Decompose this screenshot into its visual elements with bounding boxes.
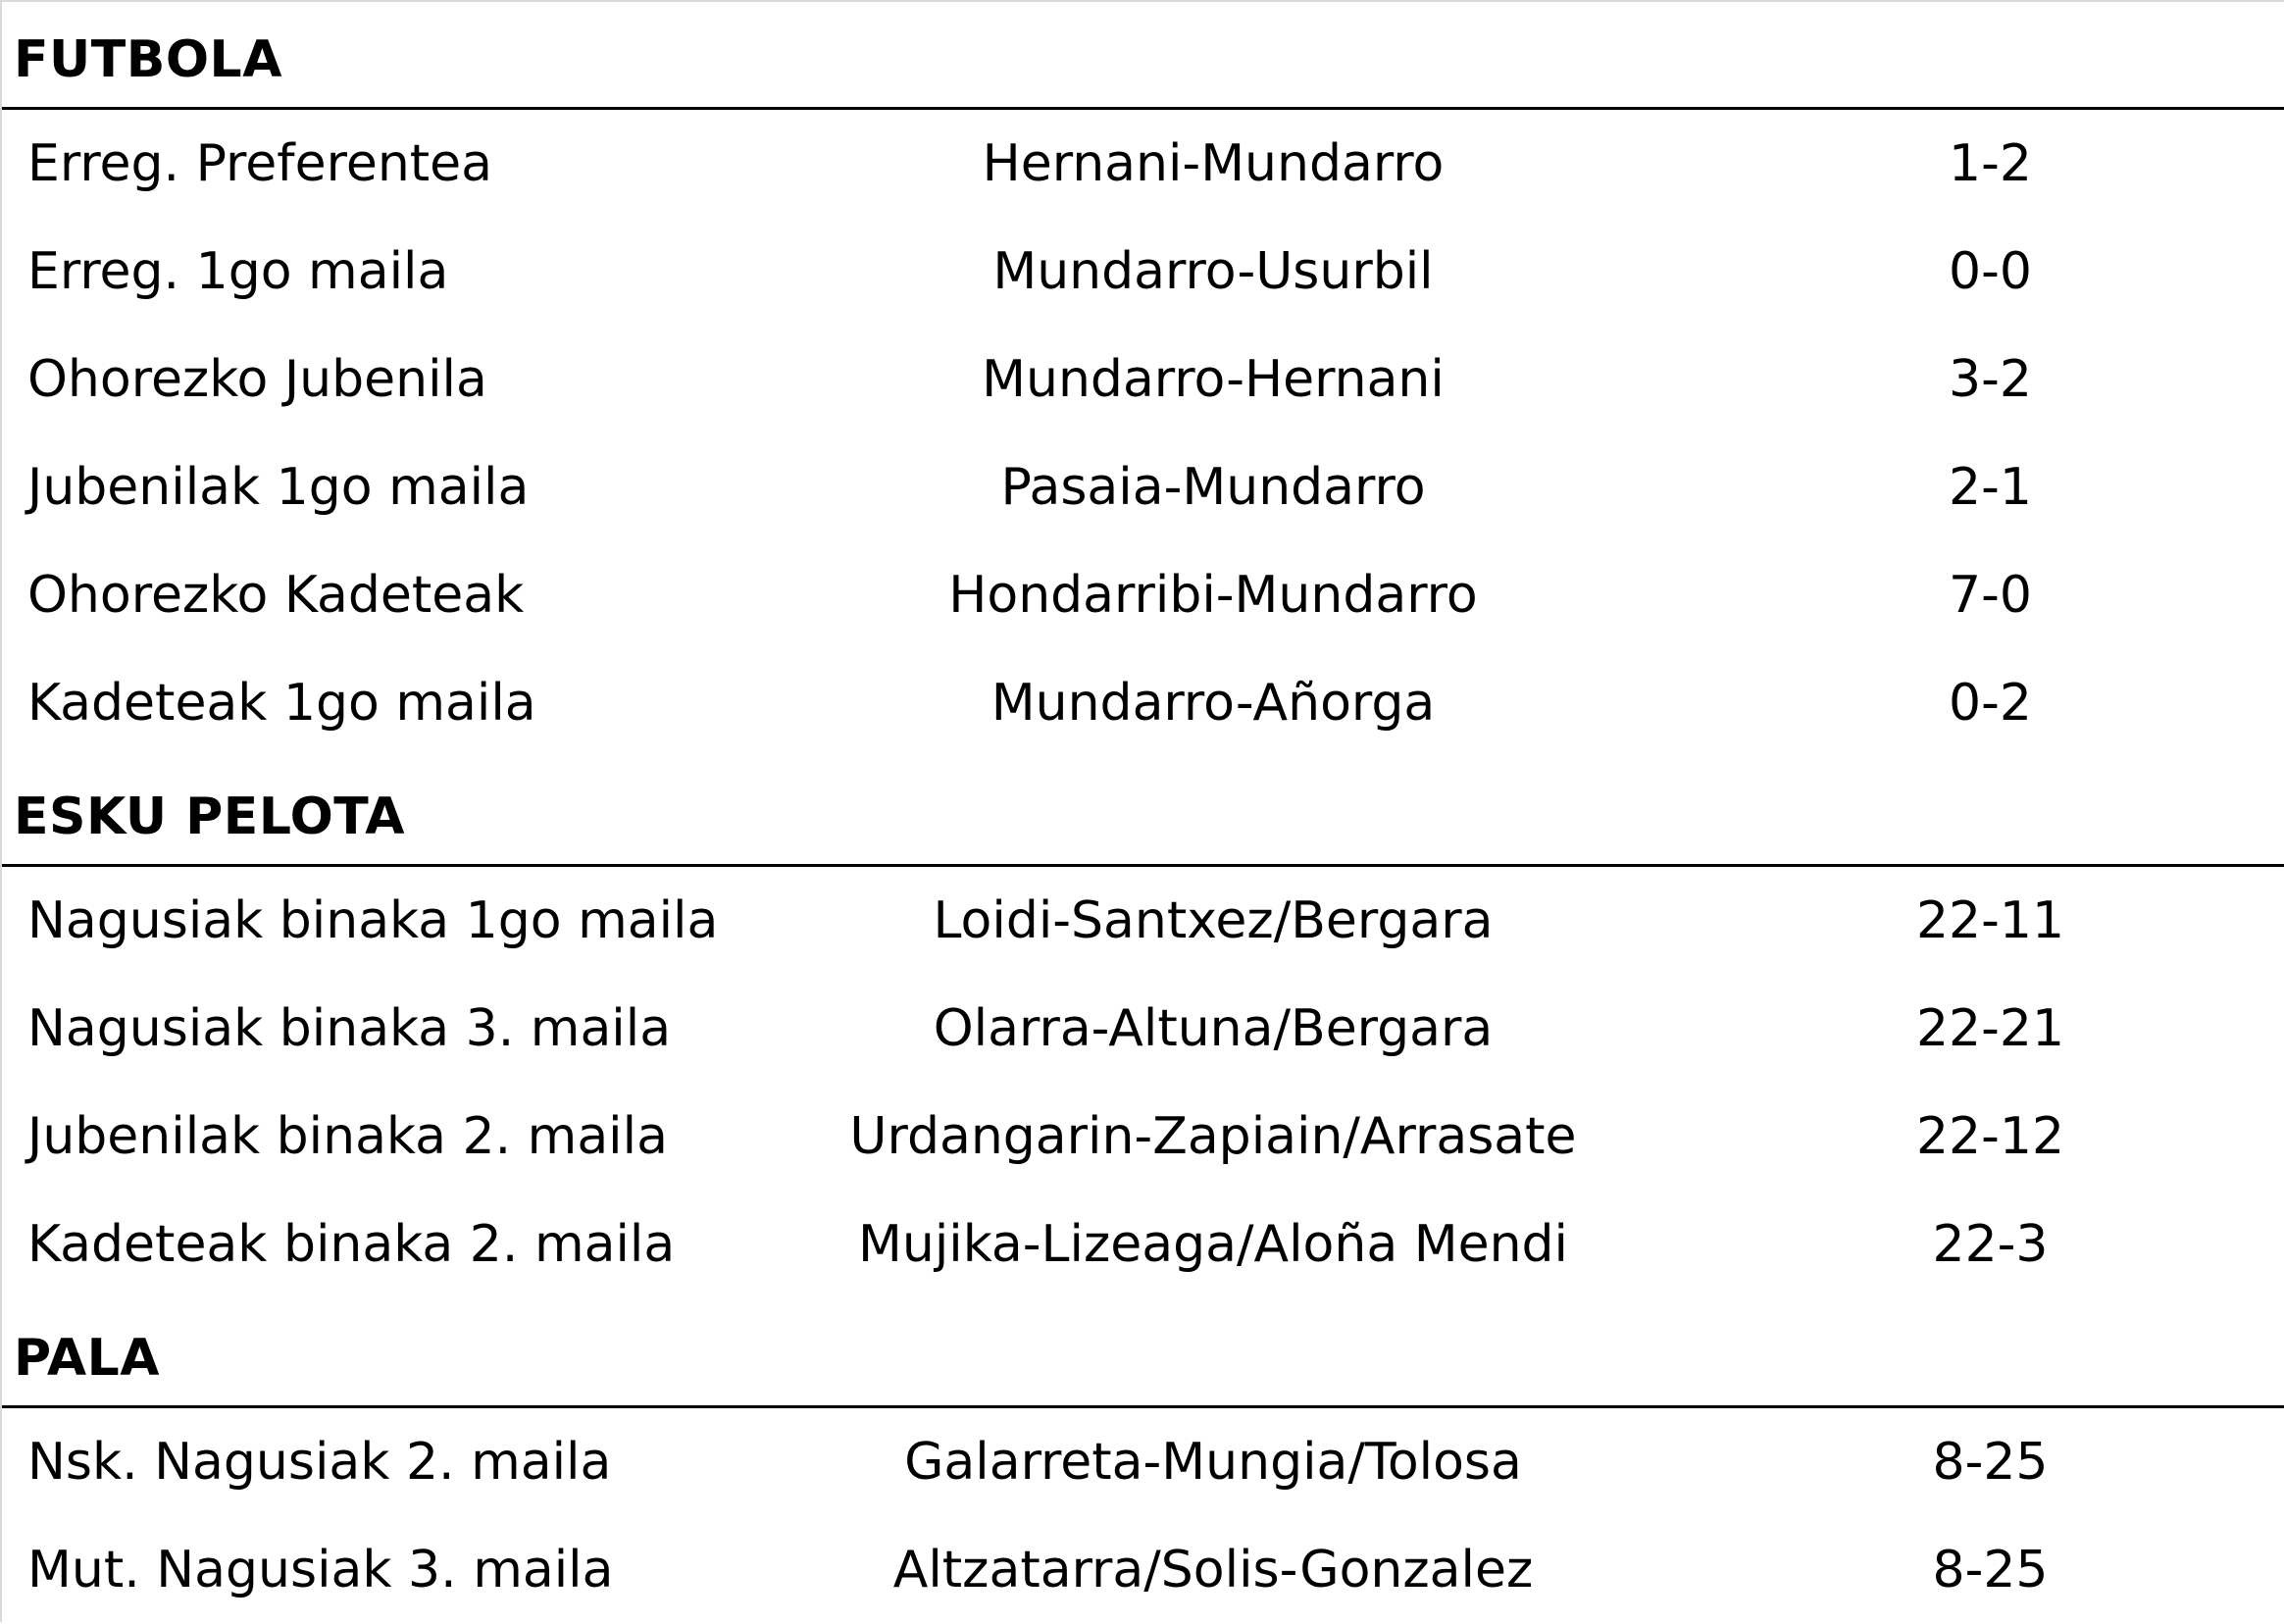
- section-header-futbola: [2, 2, 2284, 110]
- section-title: FUTBOLA: [14, 30, 282, 89]
- match-cell: Galarreta-Mungia/Tolosa: [904, 1433, 1522, 1492]
- category-cell: Ohorezko Kadeteak: [27, 566, 525, 625]
- category-cell: Erreg. 1go maila: [27, 242, 449, 301]
- match-cell: Altzatarra/Solis-Gonzalez: [892, 1541, 1534, 1599]
- score-cell: 8-25: [1932, 1433, 2049, 1492]
- score-cell: 22-21: [1915, 999, 2065, 1058]
- section-title: PALA: [14, 1329, 160, 1388]
- match-cell: Hernani-Mundarro: [982, 134, 1445, 193]
- category-cell: Nagusiak binaka 1go maila: [27, 891, 719, 950]
- score-cell: 1-2: [1949, 134, 2032, 193]
- category-cell: Jubenilak binaka 2. maila: [27, 1107, 668, 1166]
- match-cell: Olarra-Altuna/Bergara: [933, 999, 1494, 1058]
- score-cell: 7-0: [1949, 566, 2032, 625]
- score-cell: 0-2: [1949, 674, 2032, 733]
- table-row: [2, 1516, 2284, 1624]
- table-row: [2, 1083, 2284, 1191]
- category-cell: Nsk. Nagusiak 2. maila: [27, 1433, 612, 1492]
- table-row: [2, 1191, 2284, 1298]
- score-cell: 22-12: [1915, 1107, 2065, 1166]
- category-cell: Kadeteak 1go maila: [27, 674, 536, 733]
- table-row: [2, 326, 2284, 433]
- table-row: [2, 649, 2284, 757]
- match-cell: Mundarro-Añorga: [990, 674, 1436, 733]
- table-row: [2, 1408, 2284, 1516]
- category-cell: Ohorezko Jubenila: [27, 350, 487, 409]
- match-cell: Mundarro-Hernani: [982, 350, 1445, 409]
- category-cell: Jubenilak 1go maila: [27, 458, 530, 517]
- score-cell: 22-3: [1932, 1215, 2049, 1274]
- category-cell: Erreg. Preferentea: [27, 134, 493, 193]
- table-row: [2, 867, 2284, 975]
- table-row: [2, 218, 2284, 326]
- category-cell: Mut. Nagusiak 3. maila: [27, 1541, 614, 1599]
- match-cell: Mujika-Lizeaga/Aloña Mendi: [858, 1215, 1568, 1274]
- match-cell: Mundarro-Usurbil: [992, 242, 1434, 301]
- match-cell: Loidi-Santxez/Bergara: [933, 891, 1494, 950]
- table-row: [2, 433, 2284, 541]
- score-cell: 2-1: [1949, 458, 2032, 517]
- section-title: ESKU PELOTA: [14, 787, 405, 846]
- table-row: [2, 541, 2284, 649]
- score-cell: 3-2: [1949, 350, 2032, 409]
- match-cell: Urdangarin-Zapiain/Arrasate: [849, 1107, 1577, 1166]
- section-header-pala: [2, 1300, 2284, 1408]
- match-cell: Pasaia-Mundarro: [1000, 458, 1426, 517]
- table-row: [2, 110, 2284, 218]
- section-header-esku-pelota: [2, 759, 2284, 867]
- category-cell: Kadeteak binaka 2. maila: [27, 1215, 676, 1274]
- score-cell: 22-11: [1915, 891, 2065, 950]
- score-cell: 0-0: [1949, 242, 2032, 301]
- match-cell: Hondarribi-Mundarro: [948, 566, 1478, 625]
- score-cell: 8-25: [1932, 1541, 2049, 1599]
- category-cell: Nagusiak binaka 3. maila: [27, 999, 672, 1058]
- table-row: [2, 975, 2284, 1083]
